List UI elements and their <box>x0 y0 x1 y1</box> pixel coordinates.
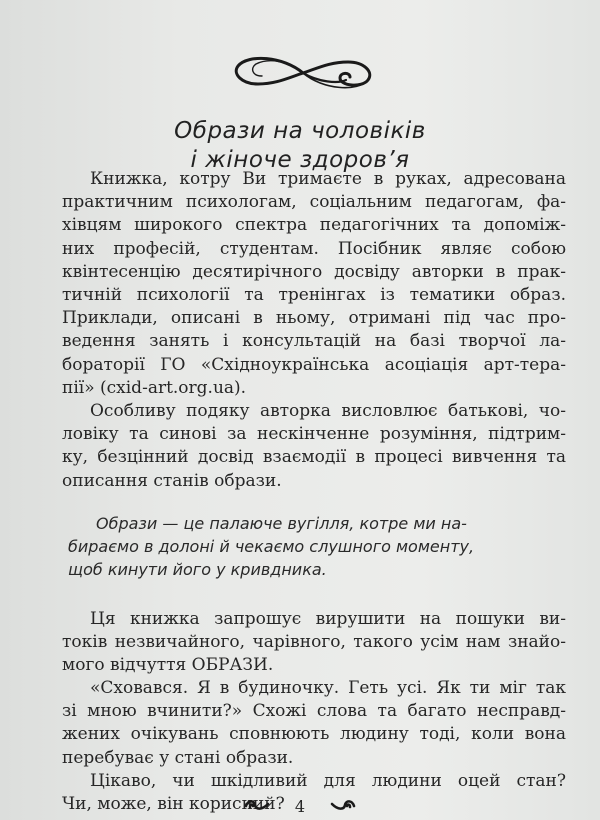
scroll-ornament-right-icon <box>330 797 356 816</box>
quote-line: бираємо в долоні й чекаємо слушного моменту, <box>68 537 475 557</box>
paragraph-2 <box>62 400 566 493</box>
text-line: описання станів образи. <box>62 470 282 491</box>
text-line: Приклади, описані в ньому, отримані під час про- <box>62 308 566 329</box>
text-line: «Сховався. Я в будиночку. Геть усі. Як ти міг так <box>90 678 566 698</box>
paragraph-4 <box>62 677 566 770</box>
paragraph-3 <box>62 608 566 678</box>
text-line: Книжка, котру Ви тримаєте в руках, адресована <box>90 169 566 189</box>
text-line: бораторії ГО «Східноукраїнська асоціація арт-тера- <box>62 354 566 375</box>
text-line: мого відчуття ОБРАЗИ. <box>62 655 274 676</box>
flourish-ornament-icon <box>228 48 378 98</box>
chapter-title-line-2: і жіноче здоров’я <box>190 147 410 173</box>
text-line: токів незвичайного, чарівного, такого усім нам знайо- <box>62 632 566 653</box>
text-line: тичній психології та тренінгах із тематики образ. <box>62 284 566 305</box>
text-line: практичним психологам, соціальним педагогам, фа- <box>62 192 566 213</box>
text-line: них професій, студентам. Посібник являє собою <box>62 238 566 259</box>
text-line: хівцям широкого спектра педагогічних та допоміж- <box>62 215 566 236</box>
text-line: зі мною вчинити?» Схожі слова та багато несправд- <box>62 701 566 722</box>
page-number: 4 <box>294 797 306 816</box>
page-footer <box>0 796 600 816</box>
chapter-title-line-1: Образи на чоловіків <box>174 118 426 144</box>
text-line: Чи, може, він корисний? <box>62 794 285 815</box>
scroll-ornament-left-icon <box>244 797 270 816</box>
text-line: ведення занять і консультацій на базі творчої ла- <box>62 331 566 352</box>
paragraph-1 <box>62 168 566 400</box>
text-line: Цікаво, чи шкідливий для людини оцей стан? <box>90 771 566 791</box>
text-line: Особливу подяку авторка висловлює батькові, чо- <box>90 401 566 421</box>
text-line: ку, безцінний досвід взаємодії в процесі вивчення та <box>62 447 566 468</box>
quote-line: Образи — це палаюче вугілля, котре ми на- <box>96 514 467 533</box>
text-line: ловіку та синові за нескінченне розуміння, підтрим- <box>62 424 566 445</box>
text-line: квінтесенцію десятирічного досвіду авторки в прак- <box>62 261 566 282</box>
text-line: Ця книжка запрошує вирушити на пошуки ви- <box>90 609 566 629</box>
text-line: пії» (cxid-art.org.ua). <box>62 377 247 398</box>
text-line: перебуває у стані образи. <box>62 747 294 768</box>
text-line: жених очікувань сповнюють людину тоді, коли вона <box>62 724 566 745</box>
quote-line: щоб кинути його у кривдника. <box>68 560 327 580</box>
epigraph-quote <box>68 512 538 582</box>
